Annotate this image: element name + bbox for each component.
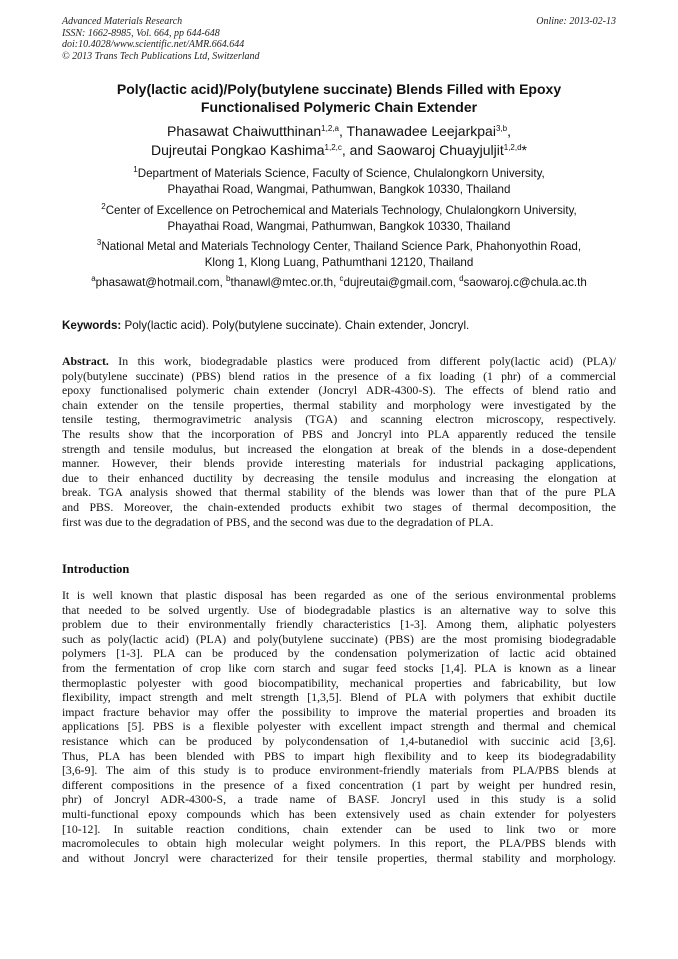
author-superscript: 1,2,c: [324, 143, 342, 152]
journal-name: Advanced Materials Research: [62, 16, 183, 27]
abstract-line: [62, 354, 616, 369]
abstract-line: tensile testing, thermogravimetric analysis (TGA) and scanning electron microscopy, respectively.: [62, 412, 616, 427]
author-separator: , and: [341, 142, 377, 158]
author-name: Thanawadee Leejarkpai: [346, 123, 496, 139]
email-superscript: a: [91, 274, 96, 283]
author-line-1: [62, 122, 616, 141]
affiliation-text: Department of Materials Science, Faculty of Science, Chulalongkorn University,: [137, 167, 545, 180]
keywords-label: Keywords:: [62, 319, 122, 332]
issn-line: ISSN: 1662-8985, Vol. 664, pp 644-648: [62, 27, 220, 39]
intro-line: and without Joncryl were characterized for their tensile properties, thermal stability and morphology.: [62, 850, 616, 865]
intro-line: that needed to be solved urgently. Use of biodegradable plastics is an alternative way to solve this: [62, 602, 616, 617]
affiliation-number: 3: [96, 238, 102, 247]
intro-line: applications [5]. PBS is a flexible polyester with excellent impact strength and thermal and chemical: [62, 719, 616, 734]
corresponding-star: *: [521, 142, 527, 158]
abstract-line: The results show that the incorporation of PBS and Joncryl into PLA apparently reduced the tensile: [62, 426, 616, 441]
abstract-label: Abstract.: [62, 354, 109, 368]
intro-line: Thus, PLA has been blended with PBS to impart high flexibility and to keep its biodegradability: [62, 748, 616, 763]
affiliation-1: [62, 166, 616, 198]
intro-line: different compositions in the presence of a fixed concentration (1 part by weight per hundred resin,: [62, 777, 616, 792]
intro-line: problem due to their environmentally friendly characteristics [1-3]. Among them, aliphatic polyesters: [62, 617, 616, 632]
author-superscript: 1,2,d: [503, 143, 522, 152]
abstract-line: due to their enhanced ductility by decreasing the tensile modulus and increasing the elongation at: [62, 470, 616, 485]
keywords-text: Poly(lactic acid). Poly(butylene succinate). Chain extender, Joncryl.: [121, 319, 470, 332]
affiliation-2: [62, 203, 616, 235]
abstract-line: epoxy functionalised polymeric chain extender (Joncryl ADR-4300-S). The effects of blend ratio and: [62, 383, 616, 398]
affiliation-text: Phayathai Road, Wangmai, Pathumwan, Bangkok 10330, Thailand: [167, 183, 511, 196]
author-name: Phasawat Chaiwutthinan: [167, 123, 322, 139]
title-line-1: Poly(lactic acid)/Poly(butylene succinate) Blends Filled with Epoxy: [116, 81, 562, 97]
author-line-2: [62, 141, 616, 160]
author-separator: ,: [338, 123, 347, 139]
intro-line: [10-12]. In suitable reaction conditions, chain extender can be used to link two or more: [62, 821, 616, 836]
intro-line: polymers [1-3]. PLA can be produced by the condensation polymerization of lactic acid obtained: [62, 646, 616, 661]
email-superscript: c: [339, 274, 344, 283]
online-date: Online: 2013-02-13: [536, 16, 616, 27]
intro-line: such as poly(lactic acid) (PLA) and poly(butylene succinate) (PBS) are the most promising biodegradable: [62, 631, 616, 646]
email-address[interactable]: dujreutai@gmail.com,: [343, 276, 460, 289]
doi-line: doi:10.4028/www.scientific.net/AMR.664.644: [62, 39, 245, 50]
intro-line: from the fermentation of crop like corn starch and sugar feed stocks [1,4]. PLA is known as a linear: [62, 660, 616, 675]
journal-header: [62, 16, 616, 62]
affiliation-text: Klong 1, Klong Luang, Pathumthani 12120, Thailand: [204, 256, 474, 269]
title-line-2: Functionalised Polymeric Chain Extender: [200, 99, 478, 115]
abstract-line: chain extender on the tensile properties, thermal stability and morphology were investigated by the: [62, 397, 616, 412]
intro-line: multi-functional epoxy compounds which has been extensively used as chain extender for polyesters: [62, 806, 616, 821]
intro-line: [3,6-9]. The aim of this study is to produce environment-friendly materials from PLA/PBS blends at: [62, 763, 616, 778]
intro-line: impact fracture behavior may offer the possibility to improve the material properties and broaden its: [62, 704, 616, 719]
intro-line: macromolecules to obtain high molecular weight polymers. In this report, the PLA/PBS blends with: [62, 836, 616, 851]
abstract: [62, 354, 616, 529]
introduction-body: [62, 588, 616, 865]
author-superscript: 3,b: [495, 124, 508, 133]
author-emails: [62, 275, 616, 291]
affiliation-text: National Metal and Materials Technology Center, Thailand Science Park, Phahonyothin Road,: [101, 240, 582, 253]
email-superscript: b: [226, 274, 231, 283]
email-address[interactable]: saowaroj.c@chula.ac.th: [463, 276, 587, 289]
section-heading-introduction: Introduction: [62, 562, 130, 576]
abstract-line: poly(butylene succinate) (PBS) blend ratios in the presence of a fix loading (1 phr) of a commercial: [62, 368, 616, 383]
abstract-line: manner. However, their blends provide interesting materials for industrial packaging applications,: [62, 456, 616, 471]
abstract-line: first was due to the degradation of PBS, and the second was due to the degradation of PLA.: [62, 514, 494, 529]
affiliation-text: Phayathai Road, Wangmai, Pathumwan, Bangkok 10330, Thailand: [167, 220, 511, 233]
abstract-line-text: In this work, biodegradable plastics were produced from different poly(lactic acid) (PLA)/: [108, 354, 616, 368]
email-address[interactable]: thanawl@mtec.or.th,: [230, 276, 340, 289]
email-address[interactable]: phasawat@hotmail.com,: [95, 276, 227, 289]
affiliation-3: [62, 239, 616, 271]
copyright-line: © 2013 Trans Tech Publications Ltd, Switzerland: [62, 50, 260, 62]
author-name: Saowaroj Chuayjuljit: [376, 142, 504, 158]
author-list: [62, 122, 616, 160]
abstract-line: and PBS. Moreover, the chain-extended products exhibit two stages of thermal decomposition, the: [62, 499, 616, 514]
affiliation-number: 2: [101, 202, 106, 211]
intro-line: thermoplastic polyester with good biocompatibility, mechanical properties and fabricability, but low: [62, 675, 616, 690]
abstract-line: break. TGA analysis showed that thermal stability of the blends was lower than that of the pure PLA: [62, 485, 616, 500]
intro-line: It is well known that plastic disposal has been regarded as one of the serious environmental problems: [62, 588, 616, 602]
author-separator: ,: [507, 123, 511, 139]
paper-title: [62, 80, 616, 116]
intro-line: phr) of Joncryl ADR-4300-S, a trade name of BASF. Joncryl used in this study is a solid: [62, 792, 616, 807]
intro-line: flexibility, impact strength and melt strength [1,3,5]. Blend of PLA with polymers that exhibit ductile: [62, 690, 616, 705]
author-name: Dujreutai Pongkao Kashima: [150, 142, 325, 158]
abstract-line: strength and tensile modulus, but increased the elongation at break of the blends in a dose-dependent: [62, 441, 616, 456]
affiliation-text: Center of Excellence on Petrochemical and Materials Technology, Chulalongkorn University,: [105, 204, 577, 217]
intro-line: resistance which can be produced by polycondensation of 1,4-butanediol with succinic acid [3,6].: [62, 733, 616, 748]
affiliation-number: 1: [133, 165, 138, 174]
author-superscript: 1,2,a: [321, 124, 339, 133]
keywords: [62, 318, 616, 333]
email-superscript: d: [459, 274, 464, 283]
